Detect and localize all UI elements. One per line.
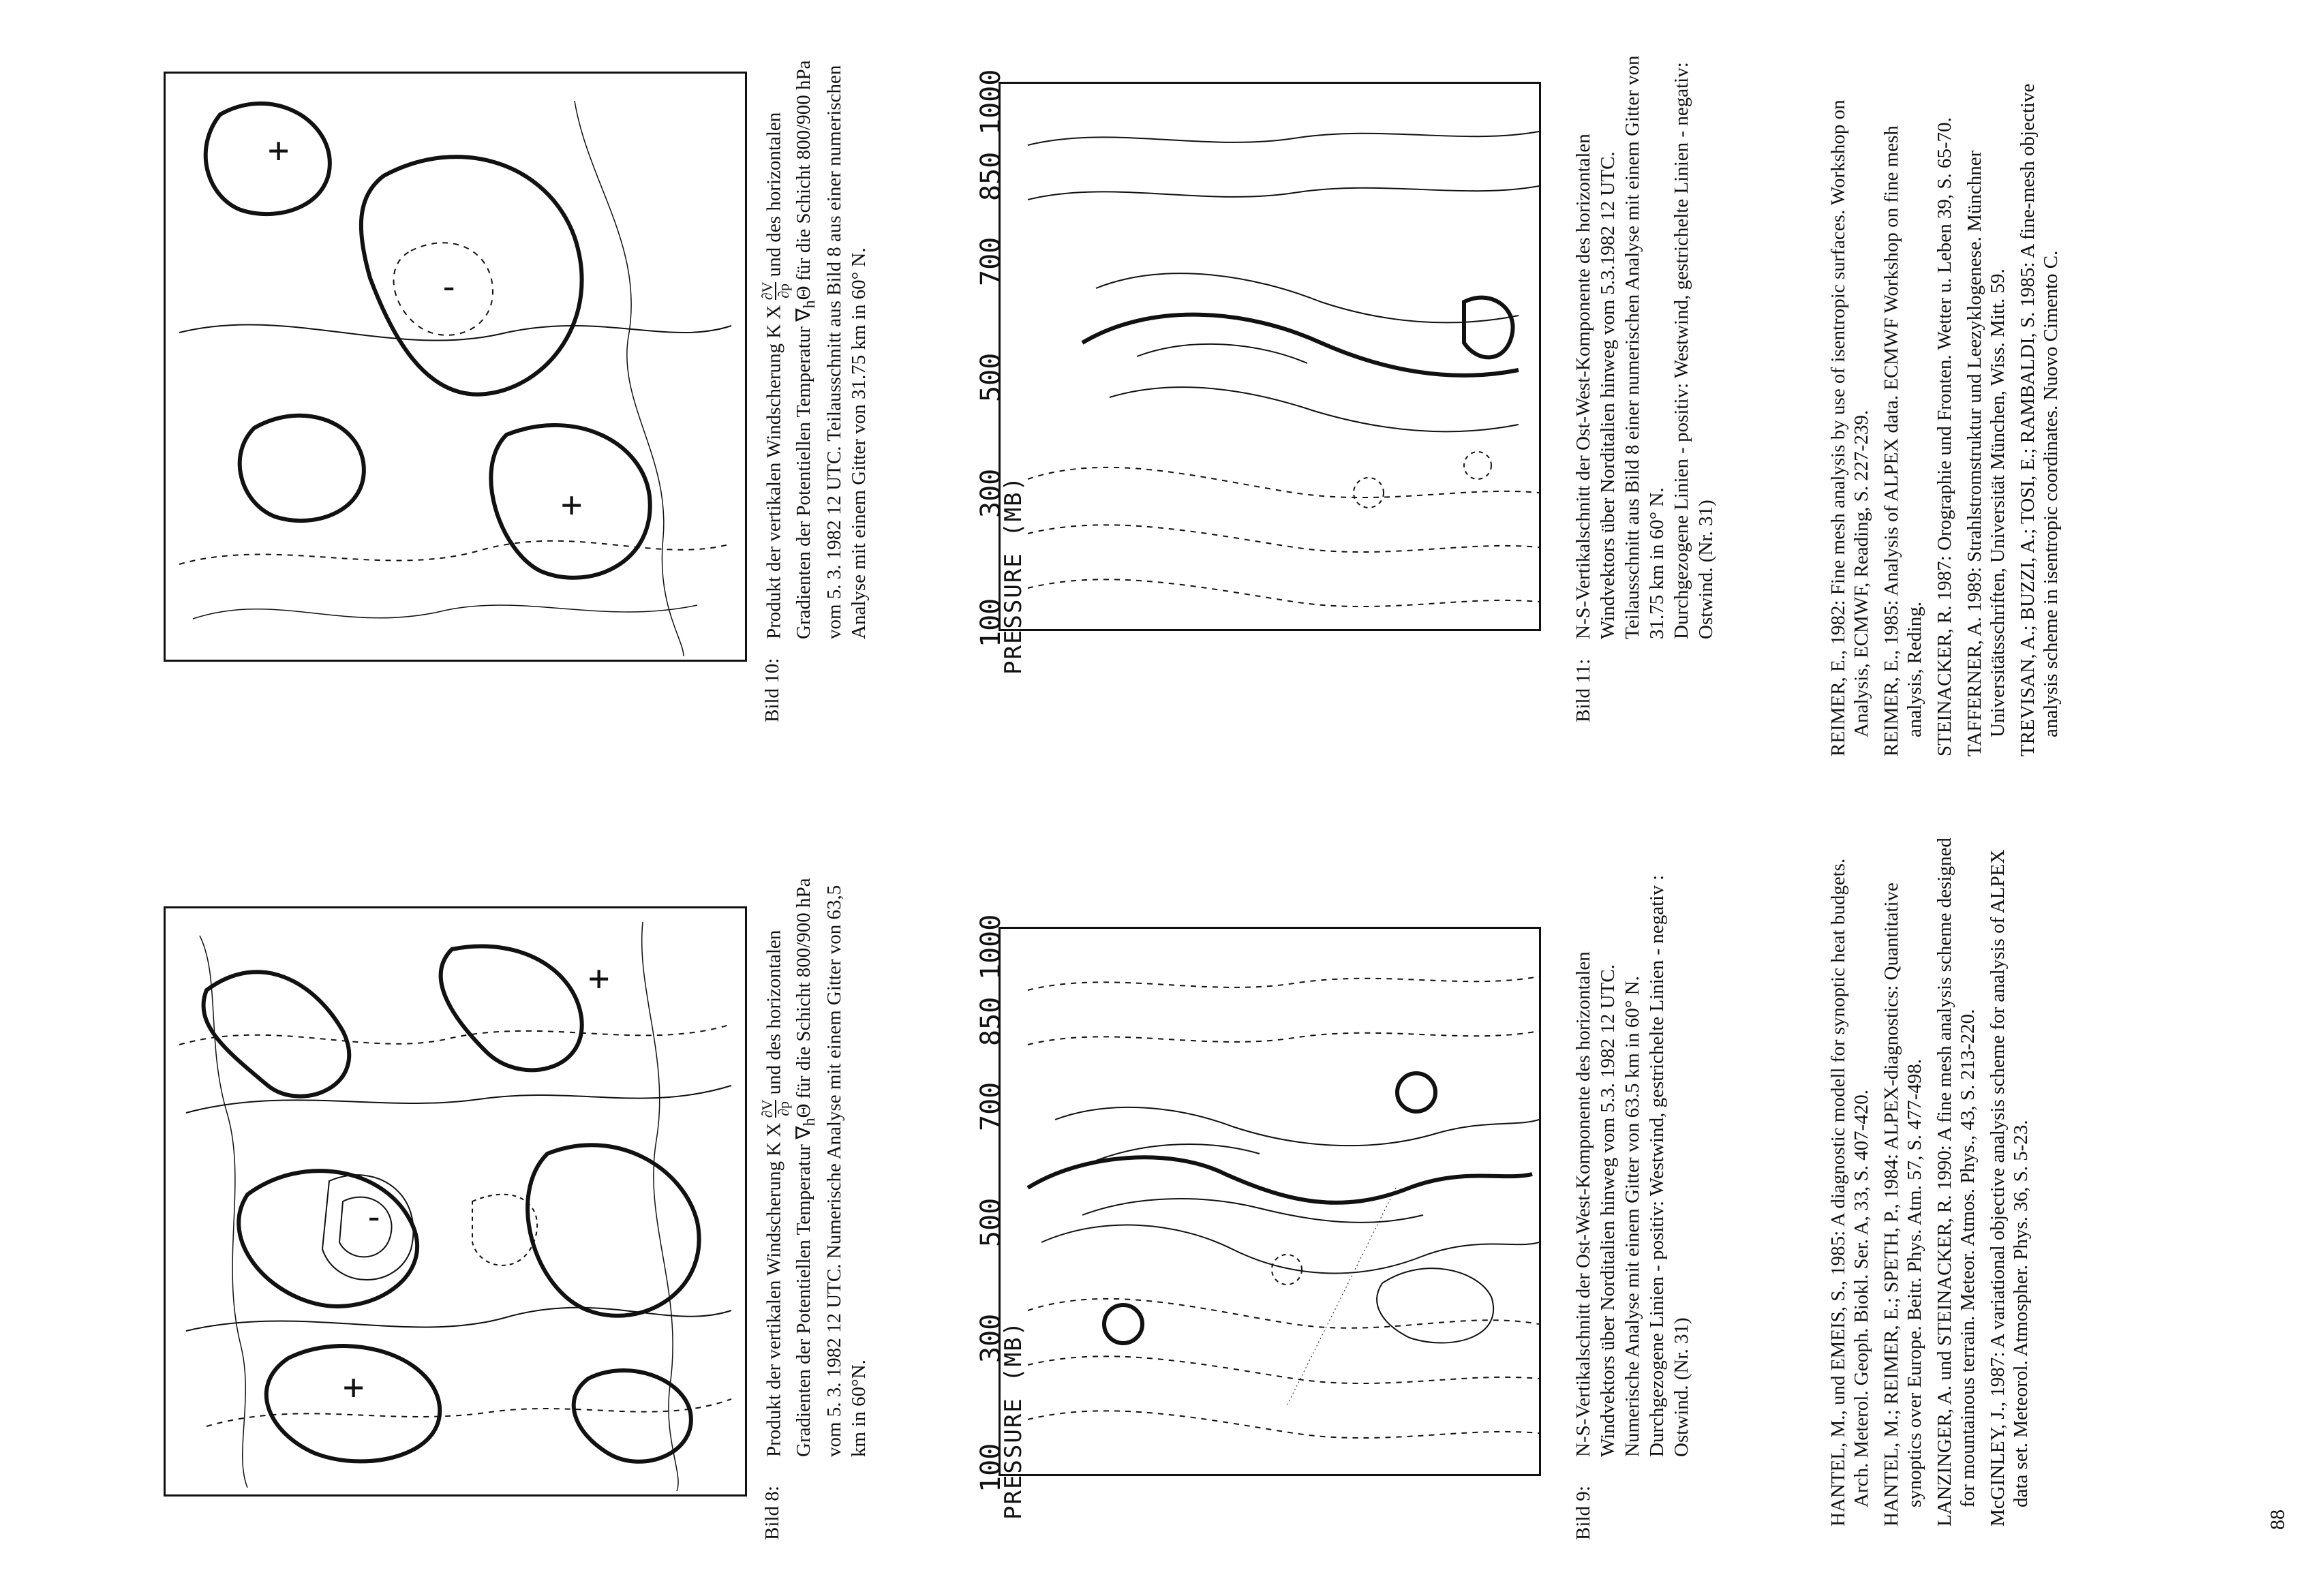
figure-11-tick-850: 850	[975, 151, 1007, 201]
caption-bild-8	[760, 859, 871, 1540]
figure-11-contours	[1001, 84, 1539, 629]
caption-bild-10	[760, 41, 871, 722]
caption-bild-8-fraction	[760, 1100, 791, 1118]
caption-bild-9-text: N-S-Vertikalschnitt der Ost-West-Komponente des horizontalen Windvektors über Norditalien hinweg vom 5.3. 1982 12 UTC. Numerische Analyse mit einem Gitter von 63.5 km in 60° N.	[1572, 951, 1643, 1457]
figure-9-section	[975, 914, 1551, 1520]
map-minus-2: -	[438, 266, 460, 307]
figure-8-map	[164, 906, 747, 1497]
figure-11-tick-100: 100	[975, 598, 1007, 647]
references-right	[1827, 61, 2069, 756]
reference-item: STEINACKER, R. 1987: Orographie und Fronten. Wetter u. Leben 39, S. 65-70.	[1934, 117, 1955, 756]
figure-9-tick-850: 850	[975, 996, 1007, 1046]
references-left	[1827, 831, 2039, 1526]
caption-bild-8-k: K X	[763, 1122, 785, 1156]
map-plus-2: +	[343, 1367, 365, 1408]
reference-item: McGINLEY, J., 1987: A variational objective analysis scheme for analysis of ALPEX data set. Meteorol. Atmospher. Phys. 36, S. 5-23.	[1987, 849, 2032, 1526]
fraction-denominator: ∂p	[775, 282, 791, 301]
page-number: 88	[2266, 1509, 2289, 1530]
caption-bild-9	[1571, 859, 1694, 1540]
caption-bild-8-text-d: Θ für die Schicht 800/900 hPa vom 5. 3. 1982 12 UTC. Numerische Analyse mit einem Gitter von 63,5 km in 60°N.	[793, 878, 870, 1457]
fraction-numerator: ∂V	[759, 1099, 776, 1118]
caption-bild-10-k: K X	[763, 305, 785, 339]
reference-item: LANZINGER, A. und STEINACKER, R. 1990: A fine mesh analysis scheme designed for mountainous terrain. Meteor. Atmos. Phys., 43, S. 213-220.	[1934, 838, 1979, 1526]
map-plus-4: +	[561, 485, 583, 525]
caption-bild-10-label: Bild 10:	[761, 658, 783, 722]
figure-9-tick-1000: 1000	[975, 914, 1007, 980]
figure-9-tick-500: 500	[975, 1197, 1007, 1247]
reference-item: TAFFERNER, A. 1989: Strahlstromstruktur und Leezyklogenese. Münchner Universitätsschriften, Universität München, Wiss. Mitt. 59.	[1964, 150, 2009, 756]
reference-item: HANTEL, M., und EMEIS, S., 1985: A diagnostic modell for synoptic heat budgets. Arch. Meterol. Geoph. Biokl. Ser. A, 33, S. 407-420.	[1827, 858, 1872, 1526]
figure-9-pressure-label: PRESSURE (MB)	[1000, 1320, 1027, 1520]
fraction-numerator: ∂V	[759, 281, 776, 301]
map-plus-1: +	[588, 958, 610, 999]
caption-bild-11-text: N-S-Vertikalschnitt der Ost-West-Komponente des horizontalen Windvektors über Norditalien hinweg vom 5.3.1982 12 UTC. Teilausschnitt aus Bild 8 einer numerischen Analyse mit einem Gitter von 31.75 km in 60° N.	[1572, 55, 1668, 639]
caption-bild-8-text-b: und des horizontalen Gradienten der Potentiellen Temperatur ∇	[763, 930, 814, 1457]
figure-11-tick-300: 300	[975, 468, 1007, 518]
map-plus-3: +	[268, 130, 290, 171]
caption-bild-9-text-2: Durchgezogene Linien - positiv: Westwind, gestrichelte Linien - negativ : Ostwind. (Nr. 31)	[1646, 875, 1692, 1457]
figure-11-tick-500: 500	[975, 352, 1007, 402]
caption-bild-8-text-a: Produkt der vertikalen Windscherung	[763, 1156, 785, 1457]
reference-item: REIMER, E., 1982: Fine mesh analysis by use of isentropic surfaces. Workshop on Analysis, ECMWF, Reading, S. 227-239.	[1827, 99, 1872, 756]
reference-item: HANTEL, M.; REIMER, E.; SPETH, P., 1984: ALPEX-diagnostics: Quantitative synoptics over Europe. Beitr. Phys. Atm. 57, S. 477-498.	[1880, 883, 1925, 1526]
caption-bild-8-label: Bild 8:	[761, 1486, 783, 1540]
caption-bild-11-text-2: Durchgezogene Linien - positiv: Westwind, gestrichelte Linien - negativ: Ostwind. (Nr. 31)	[1671, 62, 1717, 639]
figure-10-map	[164, 72, 747, 662]
caption-bild-10-fraction	[760, 282, 791, 301]
figure-11-plot-box	[999, 82, 1541, 631]
reference-item: TREVISAN, A.; BUZZI, A.; TOSI, E.; RAMBALDI, S. 1985: A fine-mesh objective analysis scheme in isentropic coordinates. Nuovo Cimento C.	[2017, 83, 2062, 756]
figure-8-contours	[166, 908, 745, 1494]
reference-item: REIMER, E., 1985: Analysis of ALPEX data. ECMWF Workshop on fine mesh analysis, Reding.	[1880, 125, 1925, 756]
figure-9-tick-700: 700	[975, 1081, 1007, 1131]
figure-11-section	[975, 69, 1551, 675]
fraction-denominator: ∂p	[775, 1100, 791, 1118]
caption-bild-9-label: Bild 9:	[1572, 1486, 1594, 1540]
figure-9-contours	[1001, 929, 1539, 1474]
map-minus-1: -	[363, 1197, 385, 1238]
caption-bild-11	[1571, 41, 1718, 722]
caption-bild-10-text-d: Θ für die Schicht 800/900 hPa vom 5. 3. 1982 12 UTC. Teilausschnitt aus Bild 8 aus einer numerischen Analyse mit einem Gitter von 31.75 km in 60° N.	[793, 60, 870, 639]
caption-bild-10-text-a: Produkt der vertikalen Windscherung	[763, 338, 785, 639]
caption-bild-8-sub: h	[799, 1118, 819, 1126]
caption-bild-10-sub: h	[799, 300, 819, 309]
figure-11-tick-1000: 1000	[975, 69, 1007, 135]
figure-11-pressure-label: PRESSURE (MB)	[1000, 475, 1027, 675]
figure-9-tick-300: 300	[975, 1313, 1007, 1363]
caption-bild-11-label: Bild 11:	[1572, 658, 1594, 722]
figure-9-plot-box	[999, 927, 1541, 1476]
figure-9-tick-100: 100	[975, 1443, 1007, 1492]
figure-10-contours	[166, 74, 745, 660]
caption-bild-10-text-b: und des horizontalen Gradienten der Potentiellen Temperatur ∇	[763, 112, 814, 639]
figure-11-tick-700: 700	[975, 236, 1007, 286]
